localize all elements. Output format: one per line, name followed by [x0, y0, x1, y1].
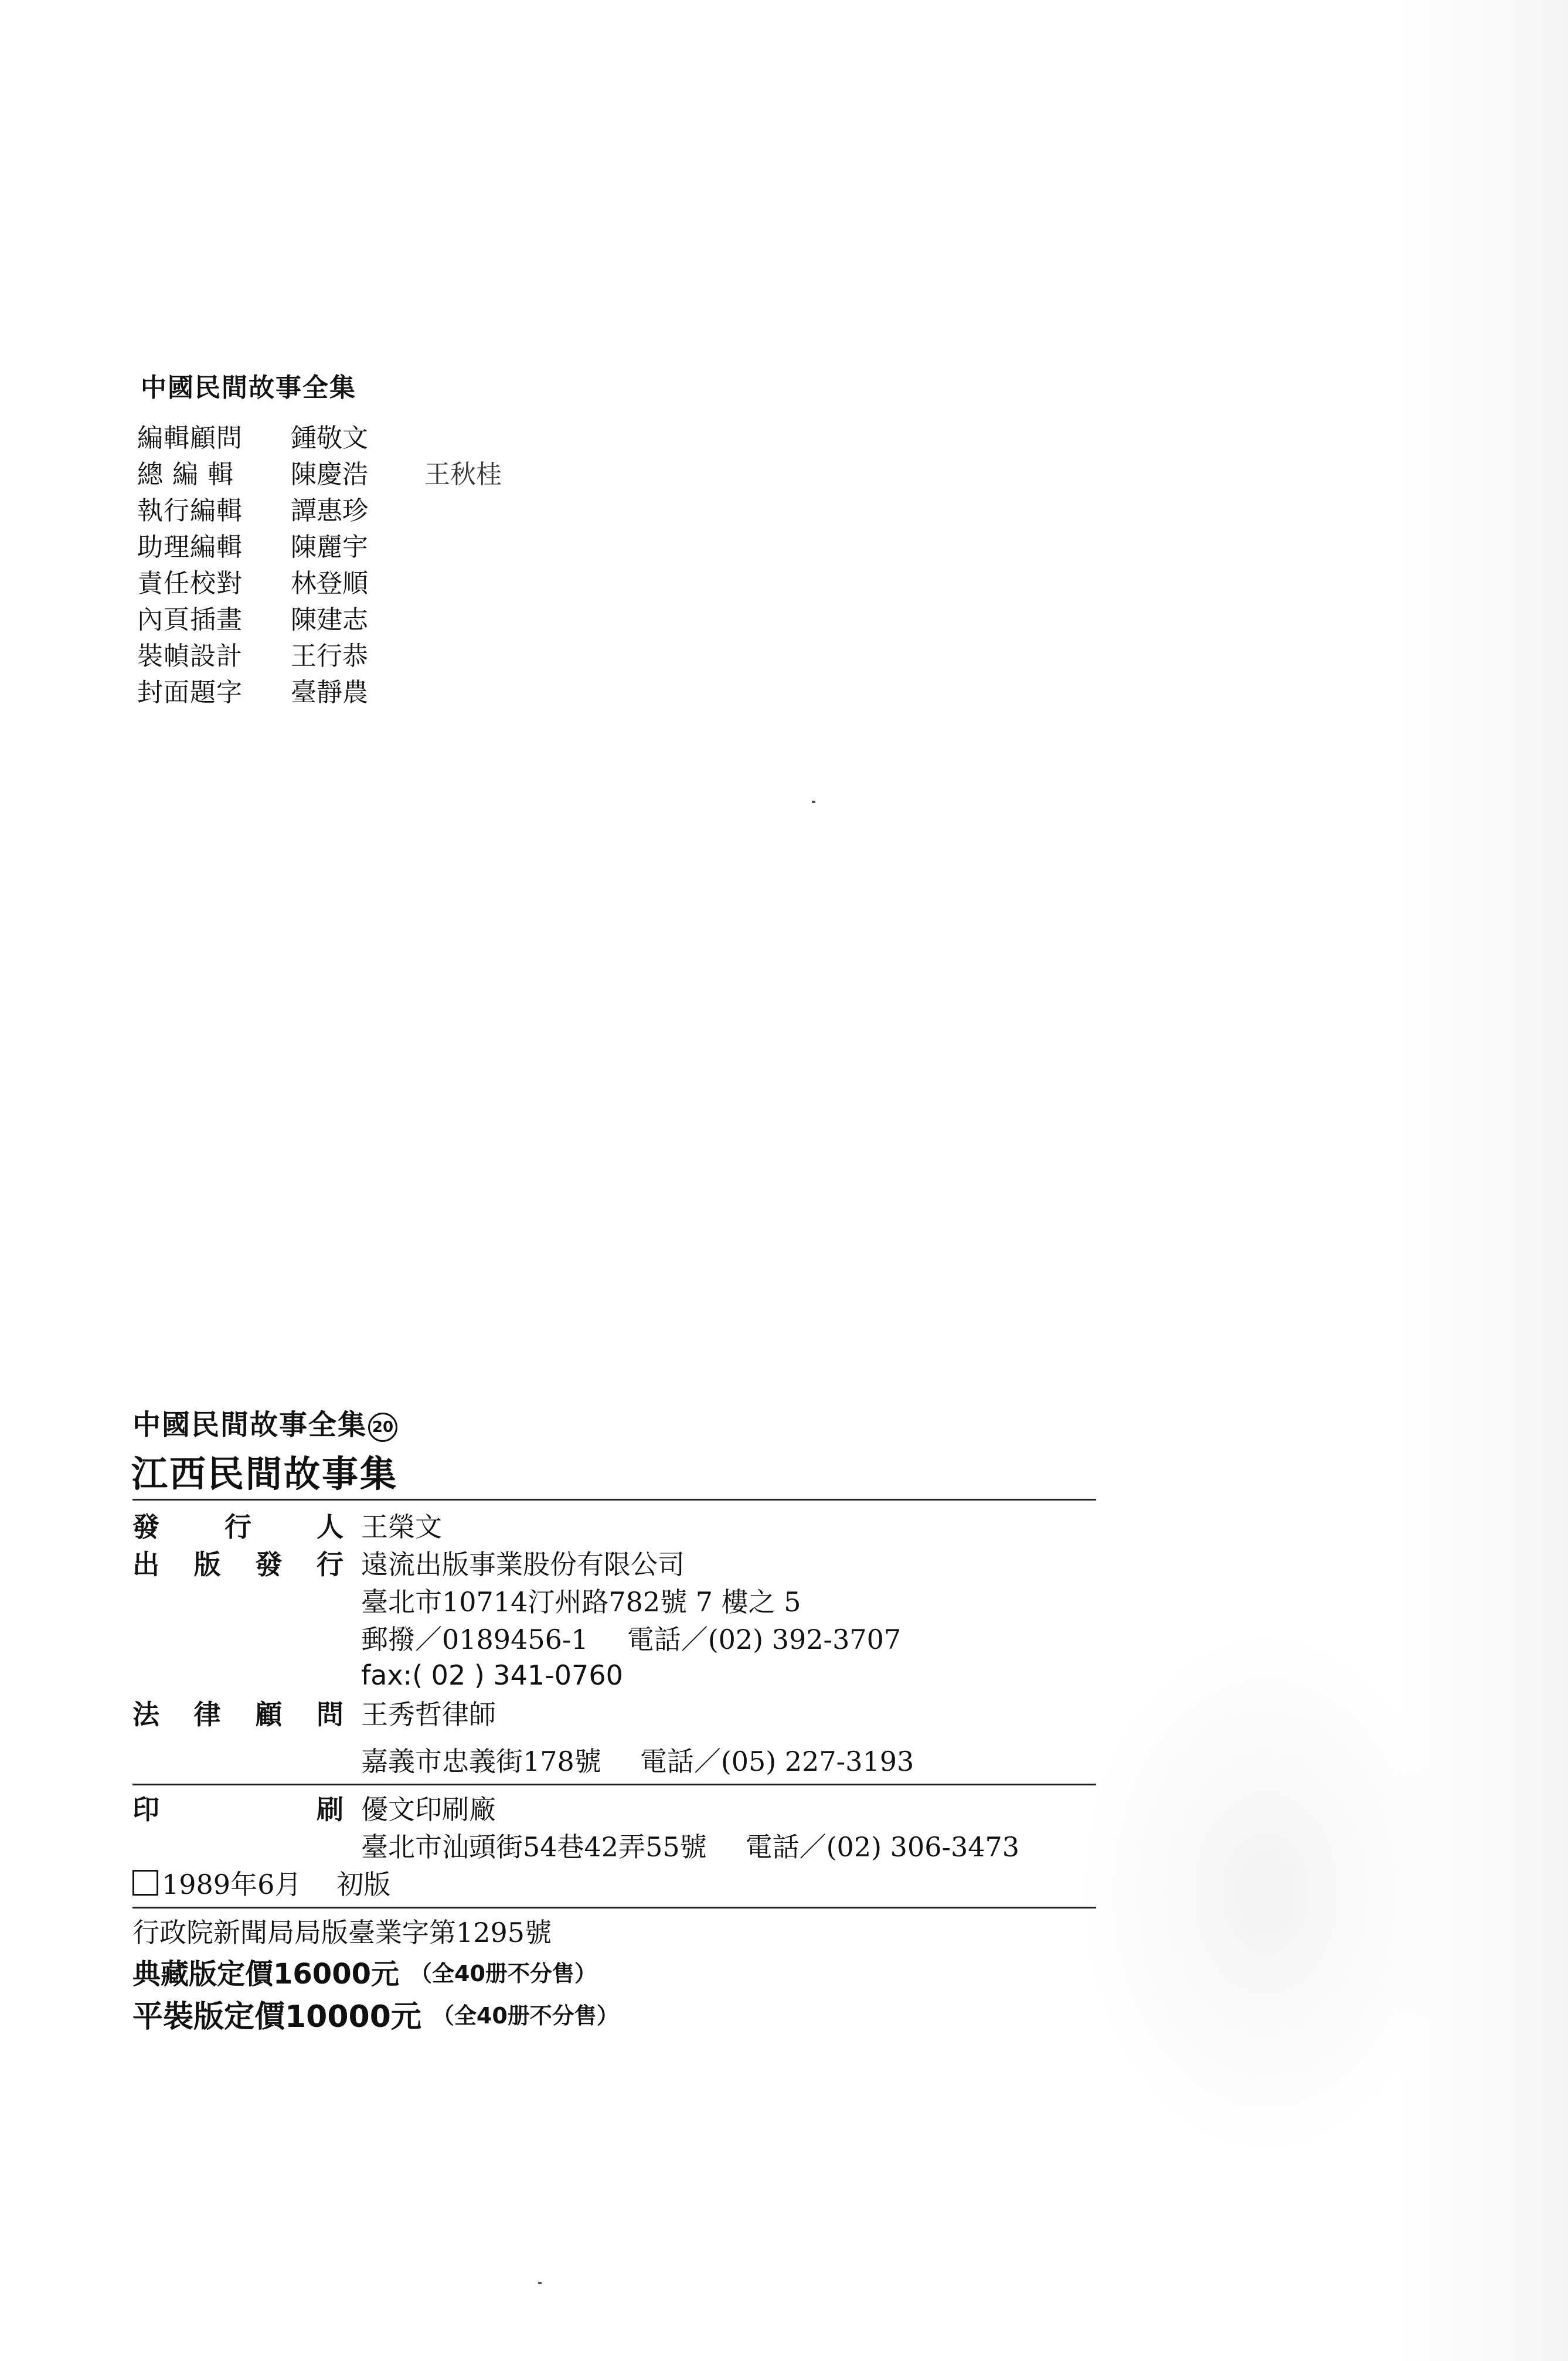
- series-title-top: 中國民間故事全集: [141, 373, 356, 403]
- issuer-label: [132, 1543, 343, 1582]
- label-char: 行: [316, 1549, 343, 1580]
- staff-role: 助理編輯: [137, 532, 243, 562]
- editorial-staff-list: [137, 417, 502, 708]
- label-char: 法: [132, 1699, 159, 1730]
- staff-name: 陳建志: [291, 605, 368, 635]
- printer-phone: 電話／(02) 306-3473: [745, 1831, 1020, 1863]
- staff-row: [137, 635, 502, 672]
- issuer-contact: [361, 1619, 901, 1656]
- staff-role: 編輯顧問: [137, 423, 243, 453]
- staff-name: 王行恭: [291, 641, 368, 671]
- legal-phone: 電話／(05) 227-3193: [640, 1746, 914, 1777]
- label-char: 行: [225, 1511, 251, 1543]
- series-title-bottom: [132, 1402, 397, 1443]
- printer-address: 臺北市汕頭街54巷42弄55號: [361, 1831, 707, 1863]
- staff-role: 封面題字: [137, 678, 243, 707]
- issuer-address: 臺北市10714汀州路782號 7 樓之 5: [361, 1586, 801, 1618]
- printer-row: [132, 1789, 496, 1826]
- price-standard-edition: [132, 1993, 619, 2034]
- label-char: 出: [132, 1549, 159, 1580]
- staff-row: [137, 672, 502, 708]
- edition-line: [132, 1864, 390, 1901]
- scan-smudge: [1079, 1629, 1454, 2157]
- staff-role: 裝幀設計: [137, 641, 243, 671]
- legal-contact: [361, 1741, 914, 1778]
- edition-date: 1989年6月: [162, 1869, 302, 1900]
- price-standard-note: （全40册不分售）: [431, 2002, 619, 2029]
- issuer-postal: 郵撥／0189456-1: [361, 1624, 589, 1655]
- staff-name: 鍾敬文: [291, 423, 368, 453]
- staff-name: 臺靜農: [291, 678, 368, 707]
- label-char: 發: [132, 1511, 159, 1543]
- staff-name: 林登順: [291, 569, 368, 598]
- scan-speck: [812, 801, 815, 803]
- staff-row: [137, 599, 502, 635]
- scan-speck: [538, 2282, 542, 2284]
- issuer-company: 遠流出版事業股份有限公司: [361, 1549, 685, 1580]
- staff-row: [137, 454, 502, 490]
- divider: [132, 1907, 1096, 1908]
- price-collector-text: 典藏版定價16000元: [132, 1957, 399, 1991]
- issuer-fax: fax:( 02 ) 341-0760: [361, 1659, 623, 1691]
- publisher-name: 王榮文: [361, 1511, 442, 1543]
- label-char: 版: [193, 1549, 221, 1580]
- publisher-label: [132, 1506, 343, 1544]
- publisher-row: [132, 1506, 442, 1544]
- label-char: 印: [132, 1794, 159, 1825]
- staff-name: 陳慶浩: [291, 460, 368, 489]
- label-char: 發: [255, 1549, 283, 1580]
- staff-role: 內頁插畫: [137, 605, 243, 635]
- staff-role: 執行編輯: [137, 496, 243, 526]
- staff-name: 陳麗宇: [291, 532, 368, 562]
- registration-number: 行政院新聞局局版臺業字第1295號: [132, 1917, 552, 1948]
- price-standard-text: 平裝版定價10000元: [132, 1999, 421, 2035]
- label-char: 刷: [317, 1794, 343, 1825]
- price-collector-note: （全40册不分售）: [410, 1960, 597, 1986]
- printer-contact: [361, 1826, 1019, 1864]
- legal-row: [132, 1694, 496, 1731]
- label-char: 問: [316, 1699, 343, 1730]
- divider: [132, 1784, 1096, 1785]
- staff-role: 責任校對: [137, 569, 243, 598]
- staff-row: [137, 563, 502, 599]
- divider: [132, 1499, 1096, 1501]
- staff-row: [137, 417, 502, 454]
- label-char: 人: [317, 1511, 343, 1543]
- series-title-text: 中國民間故事全集: [132, 1409, 368, 1441]
- edition-label: 初版: [336, 1869, 391, 1900]
- staff-row: [137, 526, 502, 563]
- issuer-row: [132, 1544, 685, 1581]
- issuer-phone: 電話／(02) 392-3707: [627, 1624, 902, 1655]
- printer-label: [132, 1788, 343, 1827]
- printer-name: 優文印刷廠: [361, 1794, 496, 1825]
- book-title: 江西民間故事集: [131, 1452, 399, 1495]
- staff-name: 譚惠珍: [291, 496, 368, 526]
- staff-row: [137, 490, 502, 526]
- staff-name-secondary: 王秋桂: [424, 460, 502, 489]
- legal-name: 王秀哲律師: [361, 1699, 496, 1730]
- checkbox-mark: [132, 1870, 158, 1896]
- price-collector-edition: [132, 1951, 597, 1992]
- label-char: 顧: [255, 1699, 283, 1730]
- label-char: 律: [193, 1699, 221, 1730]
- staff-role: 總 編 輯: [137, 460, 234, 489]
- volume-number: 20: [368, 1413, 397, 1442]
- legal-address: 嘉義市忠義街178號: [361, 1746, 601, 1777]
- legal-label: [132, 1693, 343, 1732]
